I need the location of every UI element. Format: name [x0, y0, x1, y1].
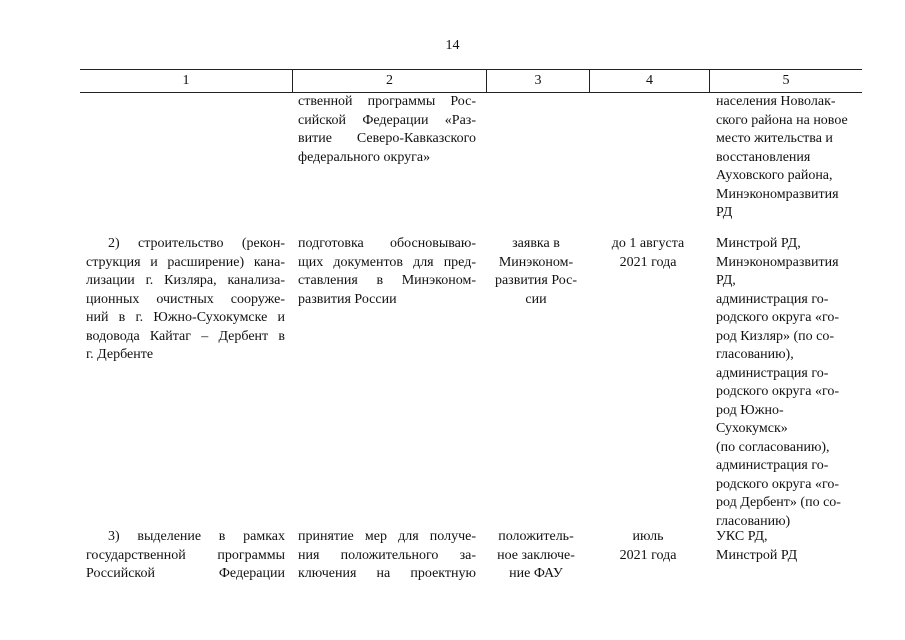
item-3-measure: [86, 528, 285, 584]
text-line: Минэкономразвития: [716, 254, 839, 270]
text-line: Минстрой РД: [716, 547, 798, 563]
text-line: сийской Федерации «Раз-: [298, 112, 476, 128]
text-line: лизации г. Кизляра, канализа-: [86, 273, 285, 288]
text-line: Минстрой РД,: [716, 236, 801, 251]
text-line: щих документов для пред-: [298, 254, 476, 270]
text-line: УКС РД,: [716, 529, 768, 544]
continuation-col-5: [716, 93, 866, 223]
text-line: струкция и расширение) кана-: [86, 254, 285, 270]
text-line: родского округа «го-: [716, 384, 840, 399]
item-2-responsible: [716, 235, 866, 531]
item-3-deadline: [596, 528, 700, 565]
text-line: заявка в: [512, 236, 560, 251]
text-line: населения Новолак-: [716, 94, 836, 109]
text-line: место жительства и: [716, 131, 833, 146]
text-line: Минэкономразвития: [716, 186, 839, 202]
text-line: государственной программы: [86, 547, 285, 563]
text-line: Сухокумск»: [716, 421, 788, 436]
text-line: ционных очистных сооруже-: [86, 291, 285, 307]
text-line: восстановления: [716, 149, 811, 165]
text-line: ственной программы Рос-: [298, 94, 476, 109]
text-line: гласованию),: [716, 347, 794, 362]
text-line: Российской Федерации: [86, 566, 285, 581]
text-line: развития Рос-: [494, 273, 578, 288]
text-line: подготовка обосновываю-: [298, 236, 476, 251]
text-line: 2) строительство (рекон-: [108, 236, 285, 251]
text-line: Ауховского района,: [716, 168, 833, 183]
text-line: Минэконом-: [498, 254, 574, 270]
text-line: г. Дербенте: [86, 347, 154, 362]
item-3-action: [298, 528, 476, 584]
text-line: 3) выделение в рамках: [108, 529, 285, 544]
text-line: родского округа «го-: [716, 310, 840, 325]
text-line: развития России: [298, 291, 397, 307]
text-line: витие Северо-Кавказского: [298, 131, 476, 146]
text-line: гласованию): [716, 513, 791, 529]
item-2-result: [488, 235, 584, 309]
page-number: 14: [445, 38, 460, 53]
text-line: водовода Кайтаг – Дербент в: [86, 328, 285, 344]
text-line: РД,: [716, 273, 736, 288]
item-2-measure: [86, 235, 285, 365]
text-line: род Кизляр» (по со-: [716, 328, 835, 344]
text-line: род Дербент» (по со-: [716, 495, 841, 510]
text-line: администрация го-: [716, 365, 829, 381]
text-line: ний в г. Южно-Сухокумске и: [86, 310, 285, 325]
text-line: ставления в Минэконом-: [298, 273, 476, 288]
header-col-1: 1: [182, 73, 190, 88]
text-line: ное заключе-: [497, 547, 575, 563]
text-line: РД: [716, 205, 733, 220]
item-3-responsible: [716, 528, 866, 565]
text-line: род Южно-: [716, 402, 784, 418]
table-header: [80, 69, 862, 93]
header-col-5: 5: [782, 73, 790, 88]
text-line: принятие мер для получе-: [298, 529, 476, 544]
text-line: ского района на новое: [716, 112, 848, 128]
text-line: сии: [525, 291, 547, 307]
text-line: администрация го-: [716, 458, 829, 473]
text-line: администрация го-: [716, 291, 829, 307]
item-3-result: [488, 528, 584, 584]
header-col-3: 3: [534, 73, 542, 88]
text-line: ния положительного за-: [298, 547, 476, 563]
text-line: родского округа «го-: [716, 476, 840, 492]
item-2-action: [298, 235, 476, 309]
item-2-deadline: [596, 235, 700, 272]
text-line: положитель-: [498, 529, 574, 544]
text-line: 2021 года: [619, 254, 677, 270]
text-line: 2021 года: [619, 547, 677, 563]
text-line: до 1 августа: [611, 236, 685, 251]
header-col-2: 2: [386, 73, 393, 88]
text-line: федерального округа»: [298, 149, 431, 165]
text-line: (по согласованию),: [716, 439, 830, 455]
continuation-col-2: [298, 93, 476, 167]
text-line: июль: [632, 529, 664, 544]
text-line: ключения на проектную: [298, 566, 476, 581]
header-col-4: 4: [646, 73, 653, 88]
text-line: ние ФАУ: [509, 566, 563, 581]
